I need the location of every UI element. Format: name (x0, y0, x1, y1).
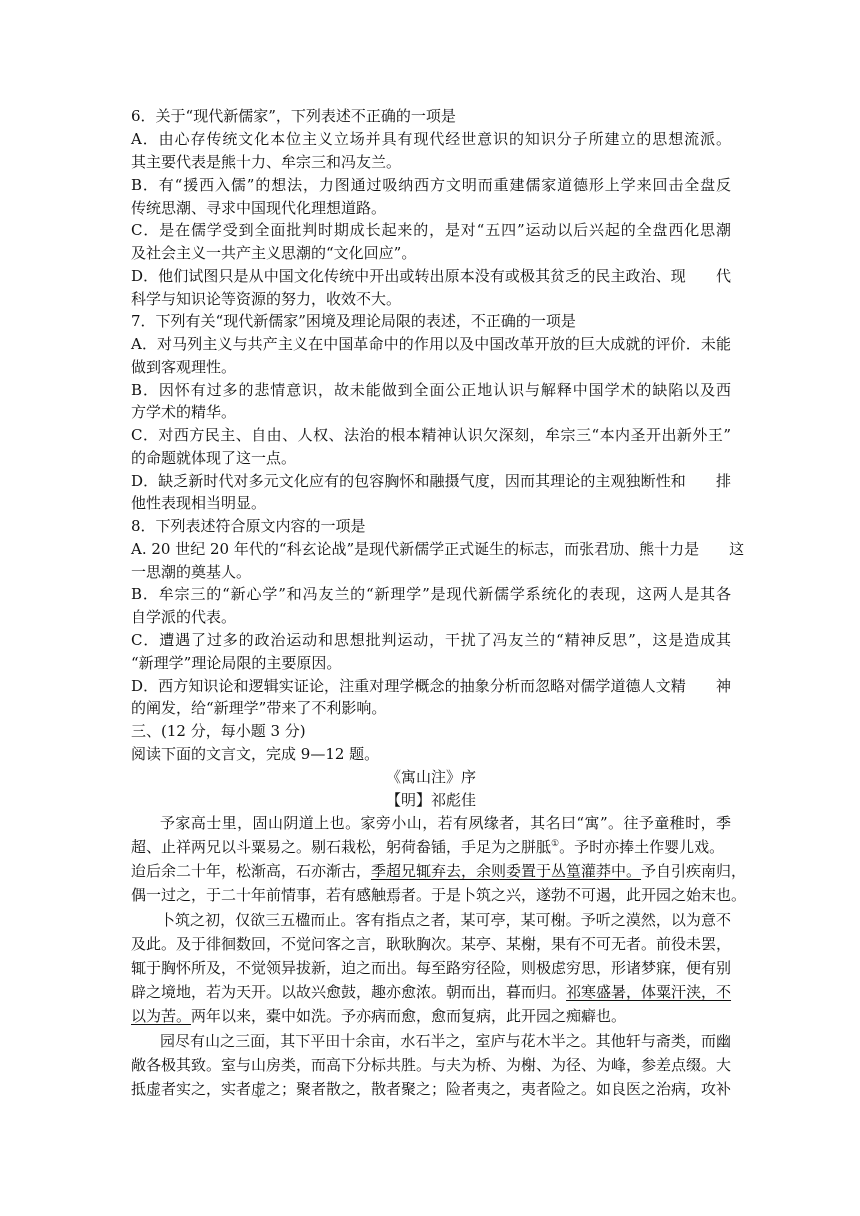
p1-line4-text-a: 偶一过之，于二十年前情事，若有感触 (131, 886, 387, 904)
question-7-stem: 7．下列有关“现代新儒家”困境及理论局限的表述，不正确的一项是 (131, 312, 576, 330)
dotted-char-yan: 焉 (386, 886, 402, 904)
passage-p1-line2 (131, 836, 731, 858)
footnote-marker: ① (551, 839, 560, 849)
underlined-sentence-2b: 以为苦。 (131, 1007, 192, 1025)
q8-option-d-line1: D．西方知识论和逻辑实证论，注重对理学概念的抽象分析而忽略对儒学道德人文精 神 (131, 677, 731, 695)
q8-option-c-line2: “新理学”理论局限的主要原因。 (131, 654, 342, 672)
p2-line4-text-a: 辟之境地，若为天开。以故兴愈鼓，趣亦愈浓。朝而出，暮而归。 (131, 983, 567, 1001)
p3-line3-text-b: 之；聚者散之，散者聚之；险者夷之，夷者险之。如良医之治病，攻补 (266, 1080, 732, 1098)
passage-p2-line1: 卜筑之初，仅欲三五楹而止。客有指点之者，某可亭，某可榭。予听之漠然，以为意不 (160, 911, 731, 929)
p1-line2-text-a: 超、止祥两兄以斗粟易之。剔石栽松，躬荷畚锸，手足为之胼胝 (131, 838, 552, 856)
p1-line2-text-b: 。予时亦捧土作婴儿戏。 (559, 838, 725, 856)
underlined-sentence-2a: 祁寒盛暑，体粟汗浃，不 (566, 983, 732, 1001)
passage-p1-line3 (131, 860, 747, 882)
p1-line3-text-a: 迨后余二十年，松渐高，石亦渐古， (131, 862, 372, 880)
q6-option-c-line1: C．是在儒学受到全面批判时期成长起来的，是对“五四”运动以后兴起的全盘西化思潮 (131, 221, 731, 239)
q6-option-c-line2: 及社会主义一共产主义思潮的“文化回应”。 (131, 244, 417, 262)
passage-p1-line4 (131, 884, 747, 906)
q6-option-a-line1: A．由心存传统文化本位主义立场并具有现代经世意识的知识分子所建立的思想流派。 (131, 130, 731, 148)
underlined-sentence-1: 季超兄辄弃去，余则委置于丛篁灌莽中。 (371, 862, 642, 880)
p1-line3-text-b: 予自引疾南归， (641, 862, 747, 880)
q7-option-a-line2: 做到客观理性。 (131, 358, 237, 376)
q8-option-a-line2: 一思潮的奠基人。 (131, 563, 252, 581)
q6-option-a-line2: 其主要代表是熊十力、牟宗三和冯友兰。 (131, 153, 402, 171)
q7-option-b-line2: 方学术的精华。 (131, 403, 237, 421)
q6-option-b-line2: 传统思潮、寻求中国现代化理想道路。 (131, 199, 387, 217)
passage-p3-line3 (131, 1078, 731, 1100)
q7-option-d-line1: D．缺乏新时代对多元文化应有的包容胸怀和融摄气度，因而其理论的主观独断性和 排 (131, 472, 731, 490)
q8-option-b-line1: B．牟宗三的“新心学”和冯友兰的“新理学”是现代新儒学系统化的表现，这两人是其各 (131, 585, 731, 603)
question-8-stem: 8．下列表述符合原文内容的一项是 (131, 517, 366, 535)
passage-p3-line2: 敞各极其致。室与山房类，而高下分标共胜。与夫为桥、为榭、为径、为峰，参差点缀。大 (131, 1056, 732, 1074)
q6-option-d-line1: D．他们试图只是从中国文化传统中开出或转出原本没有或极其贫乏的民主政治、现 代 (131, 267, 731, 285)
passage-p1-line1: 予家高士里，固山阴道上也。家旁小山，若有夙缘者，其名曰“寓”。往予童稚时，季 (160, 814, 731, 832)
passage-title: 《寓山注》序 (385, 768, 476, 786)
q7-option-c-line2: 的命题就体现了这一点。 (131, 449, 297, 467)
p3-line3-text-a: 抵虚者实之，实者 (131, 1080, 252, 1098)
q8-option-b-line2: 自学派的代表。 (131, 608, 237, 626)
passage-p2-line3: 辄于胸怀所及，不觉领异拔新，迫之而出。每至路穷径险，则极虑穷思，形诸梦寐，便有别 (131, 959, 732, 977)
p1-line4-text-b: 者。于是卜筑之兴，遂勃不可遏，此开园之始末也。 (401, 886, 747, 904)
q8-option-d-line2: 的阐发，给“新理学”带来了不利影响。 (131, 699, 387, 717)
q7-option-c-line1: C．对西方民主、自由、人权、法治的根本精神认识欠深刻，牟宗三“本内圣开出新外王” (131, 426, 731, 444)
section-heading: 三、(12 分，每小题 3 分) (131, 722, 306, 740)
q6-option-d-line2: 科学与知识论等资源的努力，收效不大。 (131, 290, 402, 308)
q7-option-b-line1: B．因怀有过多的悲情意识，故未能做到全面公正地认识与解释中国学术的缺陷以及西 (131, 381, 731, 399)
question-6-stem: 6．关于“现代新儒家”，下列表述不正确的一项是 (131, 107, 456, 125)
section-instruction: 阅读下面的文言文，完成 9—12 题。 (131, 745, 380, 763)
q7-option-d-line2: 他性表现相当明显。 (131, 494, 267, 512)
q7-option-a-line1: A．对马列主义与共产主义在中国革命中的作用以及中国改革开放的巨大成就的评价．未能 (131, 335, 731, 353)
q8-option-c-line1: C．遭遇了过多的政治运动和思想批判运动，干扰了冯友兰的“精神反思”，这是造成其 (131, 631, 731, 649)
passage-author: 【明】祁彪佳 (385, 791, 476, 809)
passage-p2-line5 (131, 1005, 731, 1027)
q6-option-b-line1: B．有“援西入儒”的想法，力图通过吸纳西方文明而重建儒家道德形上学来回击全盘反 (131, 176, 731, 194)
passage-p2-line2: 及此。及于徘徊数回，不觉问客之言，耿耿胸次。某亭、某榭，果有不可无者。前役未罢， (131, 935, 732, 953)
passage-p2-line4 (131, 981, 731, 1003)
p2-line5-text-b: 两年以来，橐中如洗。予亦病而愈，愈而复病，此开园之痴癖也。 (191, 1007, 627, 1025)
passage-p3-line1: 园尽有山之三面，其下平田十余亩，水石半之，室庐与花木半之。其他轩与斋类，而幽 (160, 1032, 731, 1050)
dotted-char-xu: 虚 (251, 1080, 267, 1098)
q8-option-a-line1: A. 20 世纪 20 年代的“科玄论战”是现代新儒学正式诞生的标志，而张君劢、熊十力是 这 (131, 540, 745, 558)
